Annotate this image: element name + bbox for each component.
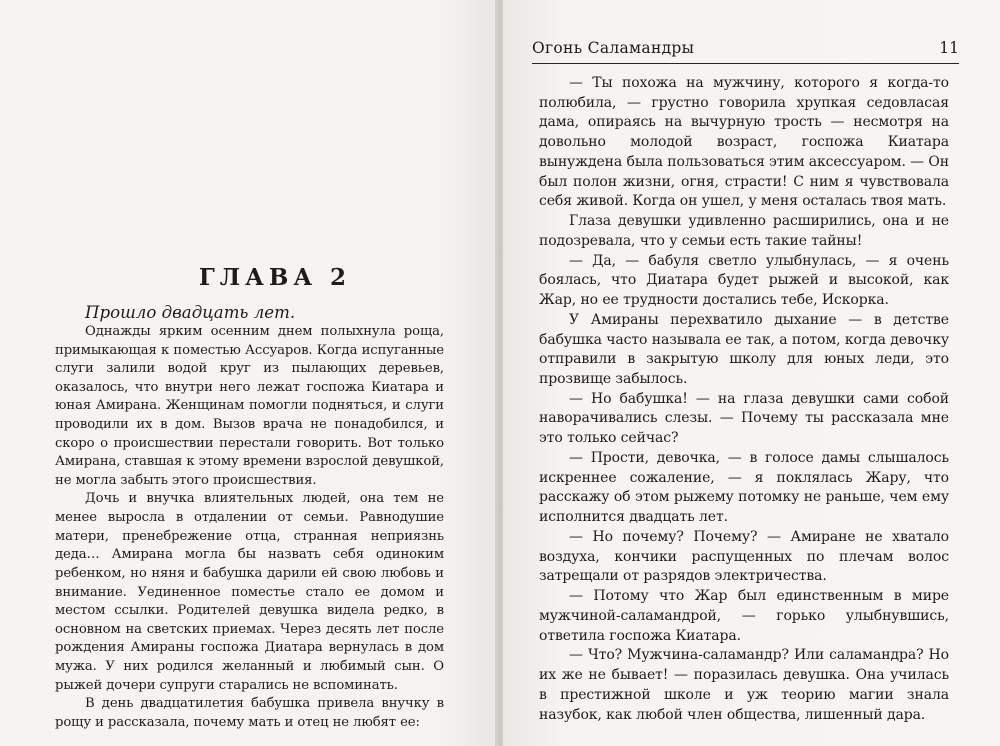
running-head [532,33,959,64]
running-title: Огонь Саламандры [532,39,695,57]
paragraph: — Но бабушка! — на глаза девушки сами собой наворачивались слезы. — Почему ты рассказала мне это только сейчас? [539,390,949,447]
right-page [503,0,1000,746]
right-page-body [539,74,949,725]
paragraph: У Амираны перехватило дыхание — в детстве бабушка часто называла ее так, а потом, когда девочку отправили в закрытую школу для юных леди, это прозвище забылось. [539,311,949,388]
paragraph: В день двадцатилетия бабушка привела внучку в рощу и рассказала, почему мать и отец не любят ее: [55,696,444,730]
paragraph: — Что? Мужчина-саламандр? Или саламандра? Но их же не бывает! — поразилась девушка. Она училась в престижной школе и уж теорию магии знала назубок, как любой член общества, лишенный дара. [539,647,949,723]
page-number: 11 [939,39,959,57]
paragraph: — Ты похожа на мужчину, которого я когда-то полюбила, — грустно говорила хрупкая седовласая дама, опираясь на вычурную трость — несмотря на довольно молодой возраст, госпожа Киатара вынуждена была пользоваться этим аксессуаром. — Он был полон жизни, огня, страсти! С ним я чувствовала себя живой. Когда он ушел, у меня осталась твоя мать. [539,75,950,210]
paragraph: — Потому что Жар был единственным в мире мужчиной-саламандрой, — горько улыбнувшись, ответила госпожа Киатара. [539,588,949,644]
epigraph: Прошло двадцать лет. [85,303,296,322]
paragraph: — Да, — бабуля светло улыбнулась, — я очень боялась, что Диатара будет рыжей и высокой, как Жар, но ее трудности достались тебе, Искорка. [539,252,949,309]
left-page [0,0,497,746]
chapter-heading: ГЛАВА 2 [198,264,352,291]
paragraph: Дочь и внучка влиятельных людей, она тем не менее выросла в отдалении от семьи. Равнодушие матери, пренебрежение отца, странная неприязнь деда… Амирана могла бы назвать себя одиноким ребенком, но няня и бабушка дарили ей свою любовь и внимание. Уединенное поместье стало ее домом и местом ссылки. Родителей девушка видела редко, в основном на светских приемах. Через десять лет после рождения Амираны госпожа Диатара вернулась в дом мужа. У них родился желанный и любимый сын. О рыжей дочери супруги старались не вспоминать. [55,491,444,693]
paragraph: — Прости, девочка, — в голосе дамы слышалось искреннее сожаление, — я поклялась Жару, что расскажу об этом рыжему потомку не раньше, чем ему исполнится двадцать лет. [539,449,949,526]
paragraph: Глаза девушки удивленно расширились, она и не подозревала, что у семьи есть такие тайны! [539,213,949,249]
paragraph: Однажды ярким осенним днем полыхнула роща, примыкающая к поместью Ассуаров. Когда испуганные слуги залили водой круг из пылающих деревьев, оказалось, что внутри него лежат госпожа Киатара и юная Амирана. Женщинам помогли подняться, и слуги проводили их в дом. Вызов врача не понадобился, и скоро о происшествии перестали говорить. Вот только Амирана, ставшая к этому времени взрослой девушкой, не могла забыть этого происшествия. [55,324,444,488]
paragraph: — Но почему? Почему? — Амиране не хватало воздуха, кончики распущенных по плечам волос затрещали от разрядов электричества. [539,528,949,585]
left-page-body [55,323,444,732]
